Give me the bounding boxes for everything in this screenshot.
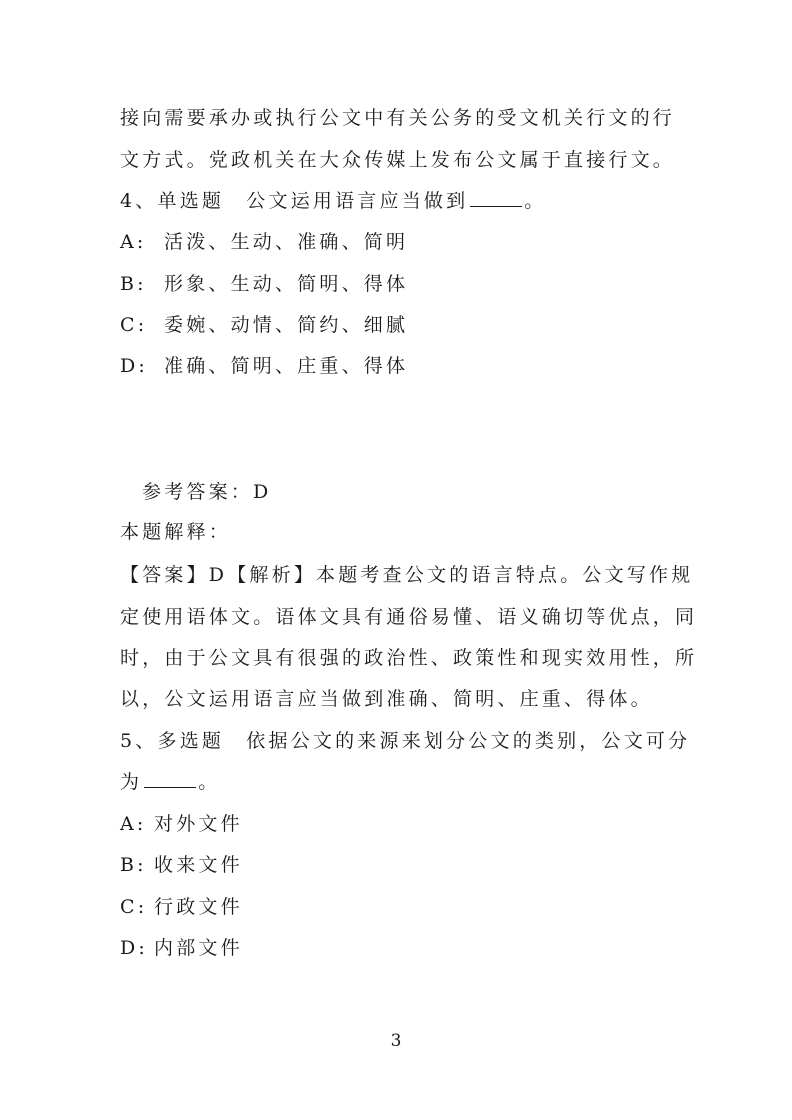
option-label: C: bbox=[120, 896, 148, 918]
question-5-end: 。 bbox=[198, 771, 221, 793]
option-b bbox=[120, 272, 680, 296]
option-label: B: bbox=[120, 854, 147, 876]
explanation-title: 本题解释： bbox=[120, 521, 232, 543]
option-a bbox=[120, 230, 680, 254]
answer-blank bbox=[144, 771, 196, 788]
option-label: A: bbox=[120, 231, 147, 253]
option-label: D: bbox=[120, 355, 149, 377]
option-c bbox=[120, 313, 680, 337]
answer-blank bbox=[470, 190, 522, 207]
question-4-stem bbox=[120, 189, 680, 213]
option-text: 活泼、生动、准确、简明 bbox=[164, 231, 409, 253]
option-d bbox=[120, 936, 680, 960]
option-text: 形象、生动、简明、得体 bbox=[164, 273, 409, 295]
option-text: 行政文件 bbox=[154, 896, 243, 918]
option-b bbox=[120, 853, 680, 877]
option-text: 委婉、动情、简约、细腻 bbox=[164, 314, 409, 336]
option-text: 收来文件 bbox=[154, 854, 243, 876]
option-label: A: bbox=[120, 813, 147, 835]
question-5-stem-cont bbox=[120, 770, 680, 794]
option-text: 内部文件 bbox=[154, 937, 243, 959]
option-label: B: bbox=[120, 273, 147, 295]
question-5-text: 为 bbox=[120, 771, 143, 793]
option-c bbox=[120, 895, 680, 919]
question-4-text: 4、单选题 公文运用语言应当做到 bbox=[120, 190, 469, 212]
page-number: 3 bbox=[390, 1031, 402, 1051]
explanation-line: 【答案】D【解析】本题考查公文的语言特点。公文写作规 bbox=[120, 564, 694, 586]
reference-answer: 参考答案：D bbox=[142, 481, 272, 503]
question-4-end: 。 bbox=[524, 190, 547, 212]
option-a bbox=[120, 812, 680, 836]
option-text: 准确、简明、庄重、得体 bbox=[164, 355, 409, 377]
option-label: D: bbox=[120, 937, 149, 959]
explanation-line: 以，公文运用语言应当做到准确、简明、庄重、得体。 bbox=[120, 688, 653, 710]
option-text: 对外文件 bbox=[154, 813, 243, 835]
option-label: C: bbox=[120, 314, 148, 336]
explanation-line: 定使用语体文。语体文具有通俗易懂、语义确切等优点，同 bbox=[120, 606, 698, 628]
option-d bbox=[120, 354, 680, 378]
explanation-line: 时，由于公文具有很强的政治性、政策性和现实效用性，所 bbox=[120, 647, 698, 669]
question-5-stem: 5、多选题 依据公文的来源来划分公文的类别，公文可分 bbox=[120, 730, 691, 752]
paragraph-line: 接向需要承办或执行公文中有关公务的受文机关行文的行 bbox=[120, 107, 676, 129]
paragraph-line: 文方式。党政机关在大众传媒上发布公文属于直接行文。 bbox=[120, 149, 676, 171]
